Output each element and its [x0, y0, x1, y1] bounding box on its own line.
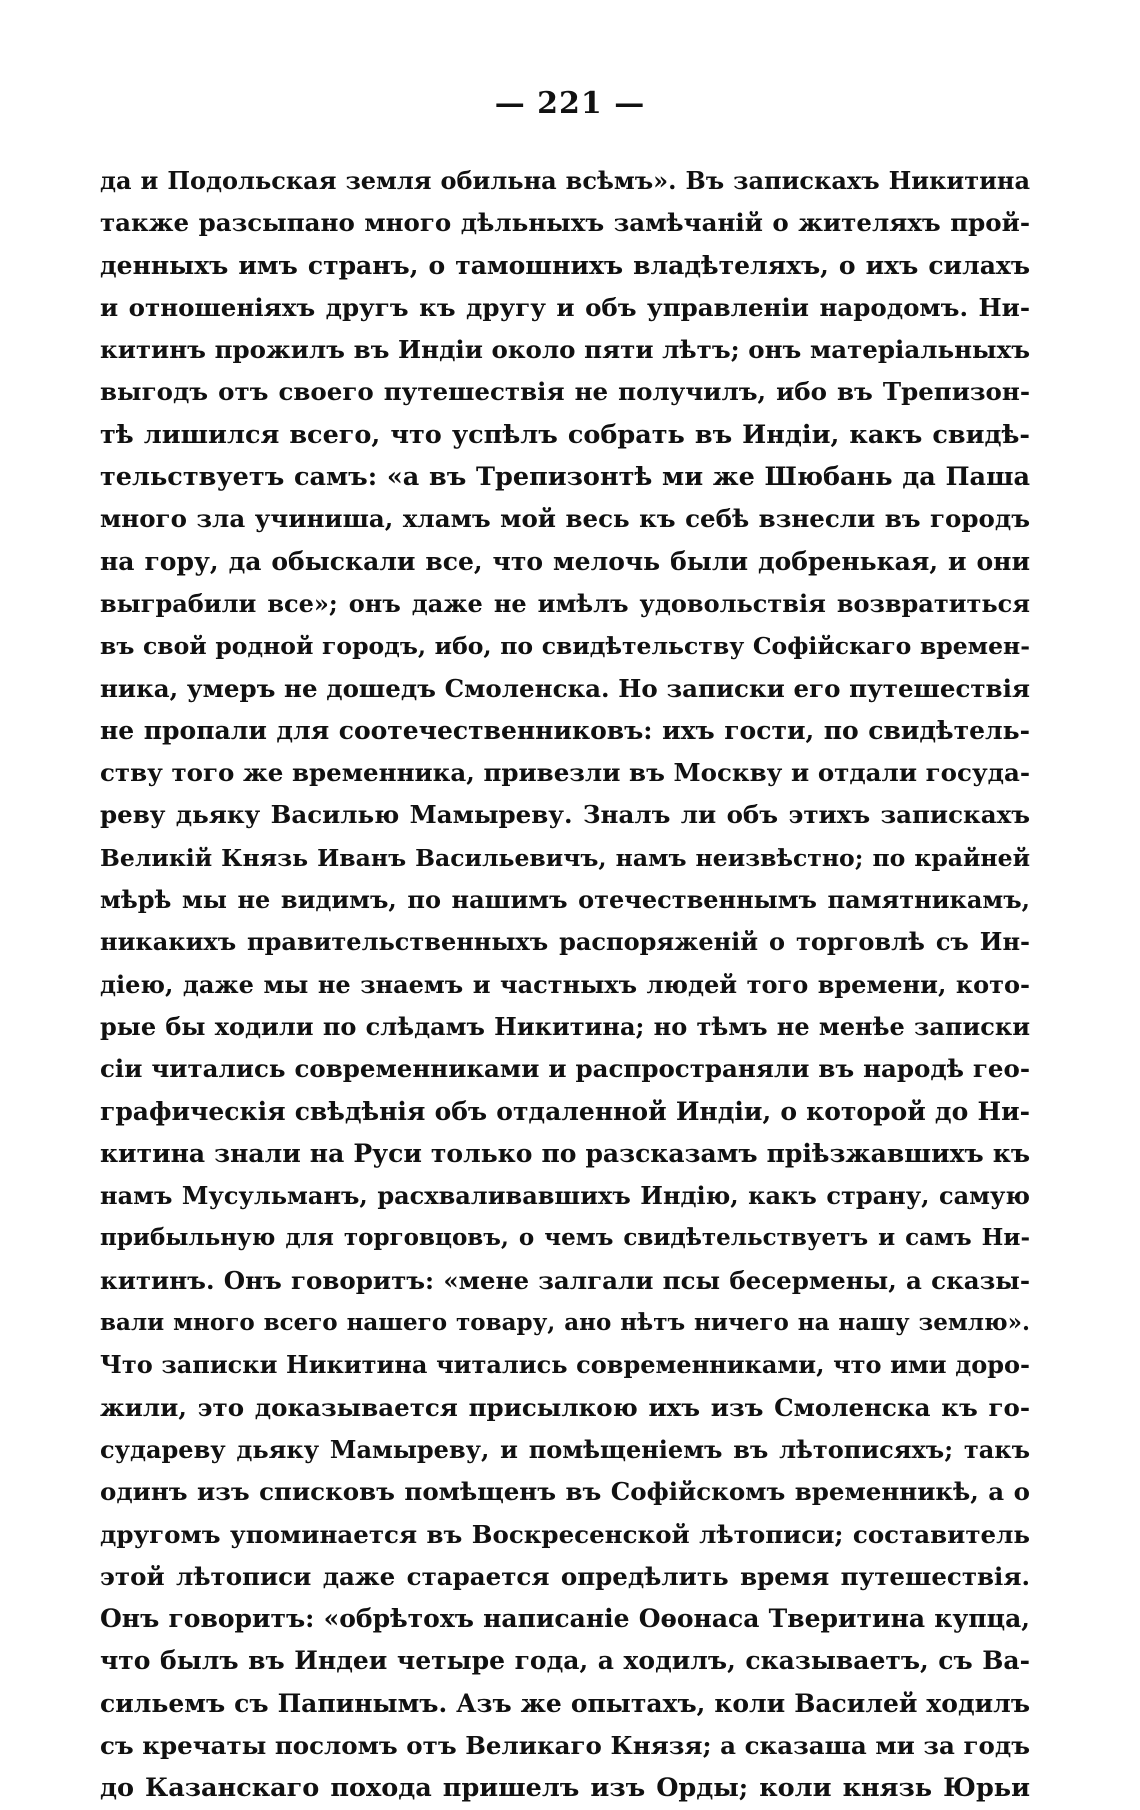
- text-line: Онъ говоритъ: «обрѣтохъ написаніе Оѳонаса Тверитина купца,: [100, 1604, 1030, 1634]
- page-number: — 221 —: [494, 86, 646, 121]
- text-line: китинъ прожилъ въ Индіи около пяти лѣтъ; онъ матеріальныхъ: [100, 335, 1030, 365]
- text-line: никакихъ правительственныхъ распоряженій о торговлѣ съ Ин-: [100, 927, 1030, 957]
- text-line: и отношеніяхъ другъ къ другу и объ управленіи народомъ. Ни-: [100, 292, 1030, 322]
- text-line: жили, это доказывается присылкою ихъ изъ Смоленска къ го-: [100, 1392, 1030, 1422]
- text-line: китина знали на Руси только по разсказамъ пріѣзжавшихъ къ: [100, 1138, 1030, 1168]
- text-line: съ кречаты посломъ отъ Великаго Князя; а сказаша ми за годъ: [100, 1730, 1030, 1760]
- text-line: также разсыпано много дѣльныхъ замѣчаній о жителяхъ прой-: [100, 208, 1030, 238]
- text-line: реву дьяку Василью Мамыреву. Зналъ ли объ этихъ запискахъ: [100, 800, 1030, 830]
- text-line: ству того же временника, привезли въ Москву и отдали госуда-: [100, 758, 1030, 788]
- text-line: Великій Князь Иванъ Васильевичъ, намъ неизвѣстно; по крайней: [100, 843, 1030, 872]
- text-line: другомъ упоминается въ Воскресенской лѣтописи; составитель: [100, 1519, 1030, 1549]
- text-line: вали много всего нашего товару, ано нѣтъ ничего на нашу землю».: [100, 1309, 1030, 1337]
- text-line: да и Подольская земля обильна всѣмъ». Въ запискахъ Никитина: [100, 166, 1030, 195]
- text-line: діею, даже мы не знаемъ и частныхъ людей того времени, кото-: [100, 969, 1030, 999]
- text-line: выгодъ отъ своего путешествія не получилъ, ибо въ Трепизон-: [100, 377, 1030, 407]
- text-line: не пропали для соотечественниковъ: ихъ гости, по свидѣтель-: [100, 715, 1030, 745]
- text-line: одинъ изъ списковъ помѣщенъ въ Софійскомъ временникѣ, а о: [100, 1477, 1030, 1507]
- text-line: судареву дьяку Мамыреву, и помѣщеніемъ въ лѣтописяхъ; такъ: [100, 1434, 1030, 1464]
- text-line: много зла учиниша, хламъ мой весь къ себѣ взнесли въ городъ: [100, 504, 1030, 534]
- text-line: ника, умеръ не дошедъ Смоленска. Но записки его путешествія: [100, 673, 1030, 703]
- text-line: сіи читались современниками и распространяли въ народѣ гео-: [100, 1054, 1030, 1084]
- text-line: мѣрѣ мы не видимъ, по нашимъ отечественнымъ памятникамъ,: [100, 885, 1030, 915]
- text-line: выграбили все»; онъ даже не имѣлъ удовольствія возвратиться: [100, 588, 1030, 618]
- text-line: сильемъ съ Папинымъ. Азъ же опытахъ, коли Василей ходилъ: [100, 1688, 1030, 1718]
- text-line: на гору, да обыскали все, что мелочь были добренькая, и они: [100, 546, 1030, 576]
- text-line: въ свой родной городъ, ибо, по свидѣтельству Софійскаго времен-: [100, 632, 1030, 661]
- body-text: [100, 160, 1030, 1810]
- text-line: денныхъ имъ странъ, о тамошнихъ владѣтеляхъ, о ихъ силахъ: [100, 250, 1030, 280]
- text-line: этой лѣтописи даже старается опредѣлить время путешествія.: [100, 1561, 1030, 1591]
- text-line: тѣ лишился всего, что успѣлъ собрать въ Индіи, какъ свидѣ-: [100, 419, 1030, 450]
- text-line: графическія свѣдѣнія объ отдаленной Индіи, о которой до Ни-: [100, 1096, 1030, 1126]
- text-line: что былъ въ Индеи четыре года, а ходилъ, сказываетъ, съ Ва-: [100, 1646, 1030, 1676]
- text-line: прибыльную для торговцовъ, о чемъ свидѣтельствуетъ и самъ Ни-: [100, 1224, 1030, 1252]
- text-line: рые бы ходили по слѣдамъ Никитина; но тѣмъ не менѣе записки: [100, 1011, 1030, 1041]
- text-line: намъ Мусульманъ, расхваливавшихъ Индію, какъ страну, самую: [100, 1181, 1030, 1211]
- text-line: тельствуетъ самъ: «а въ Трепизонтѣ ми же Шюбань да Паша: [100, 462, 1030, 493]
- text-line: до Казанскаго похода пришелъ изъ Орды; коли князь Юрьи: [100, 1773, 1030, 1804]
- text-line: китинъ. Онъ говоритъ: «мене залгали псы бесермены, а сказы-: [100, 1265, 1030, 1295]
- text-line: Что записки Никитина читались современниками, что ими доро-: [100, 1350, 1030, 1380]
